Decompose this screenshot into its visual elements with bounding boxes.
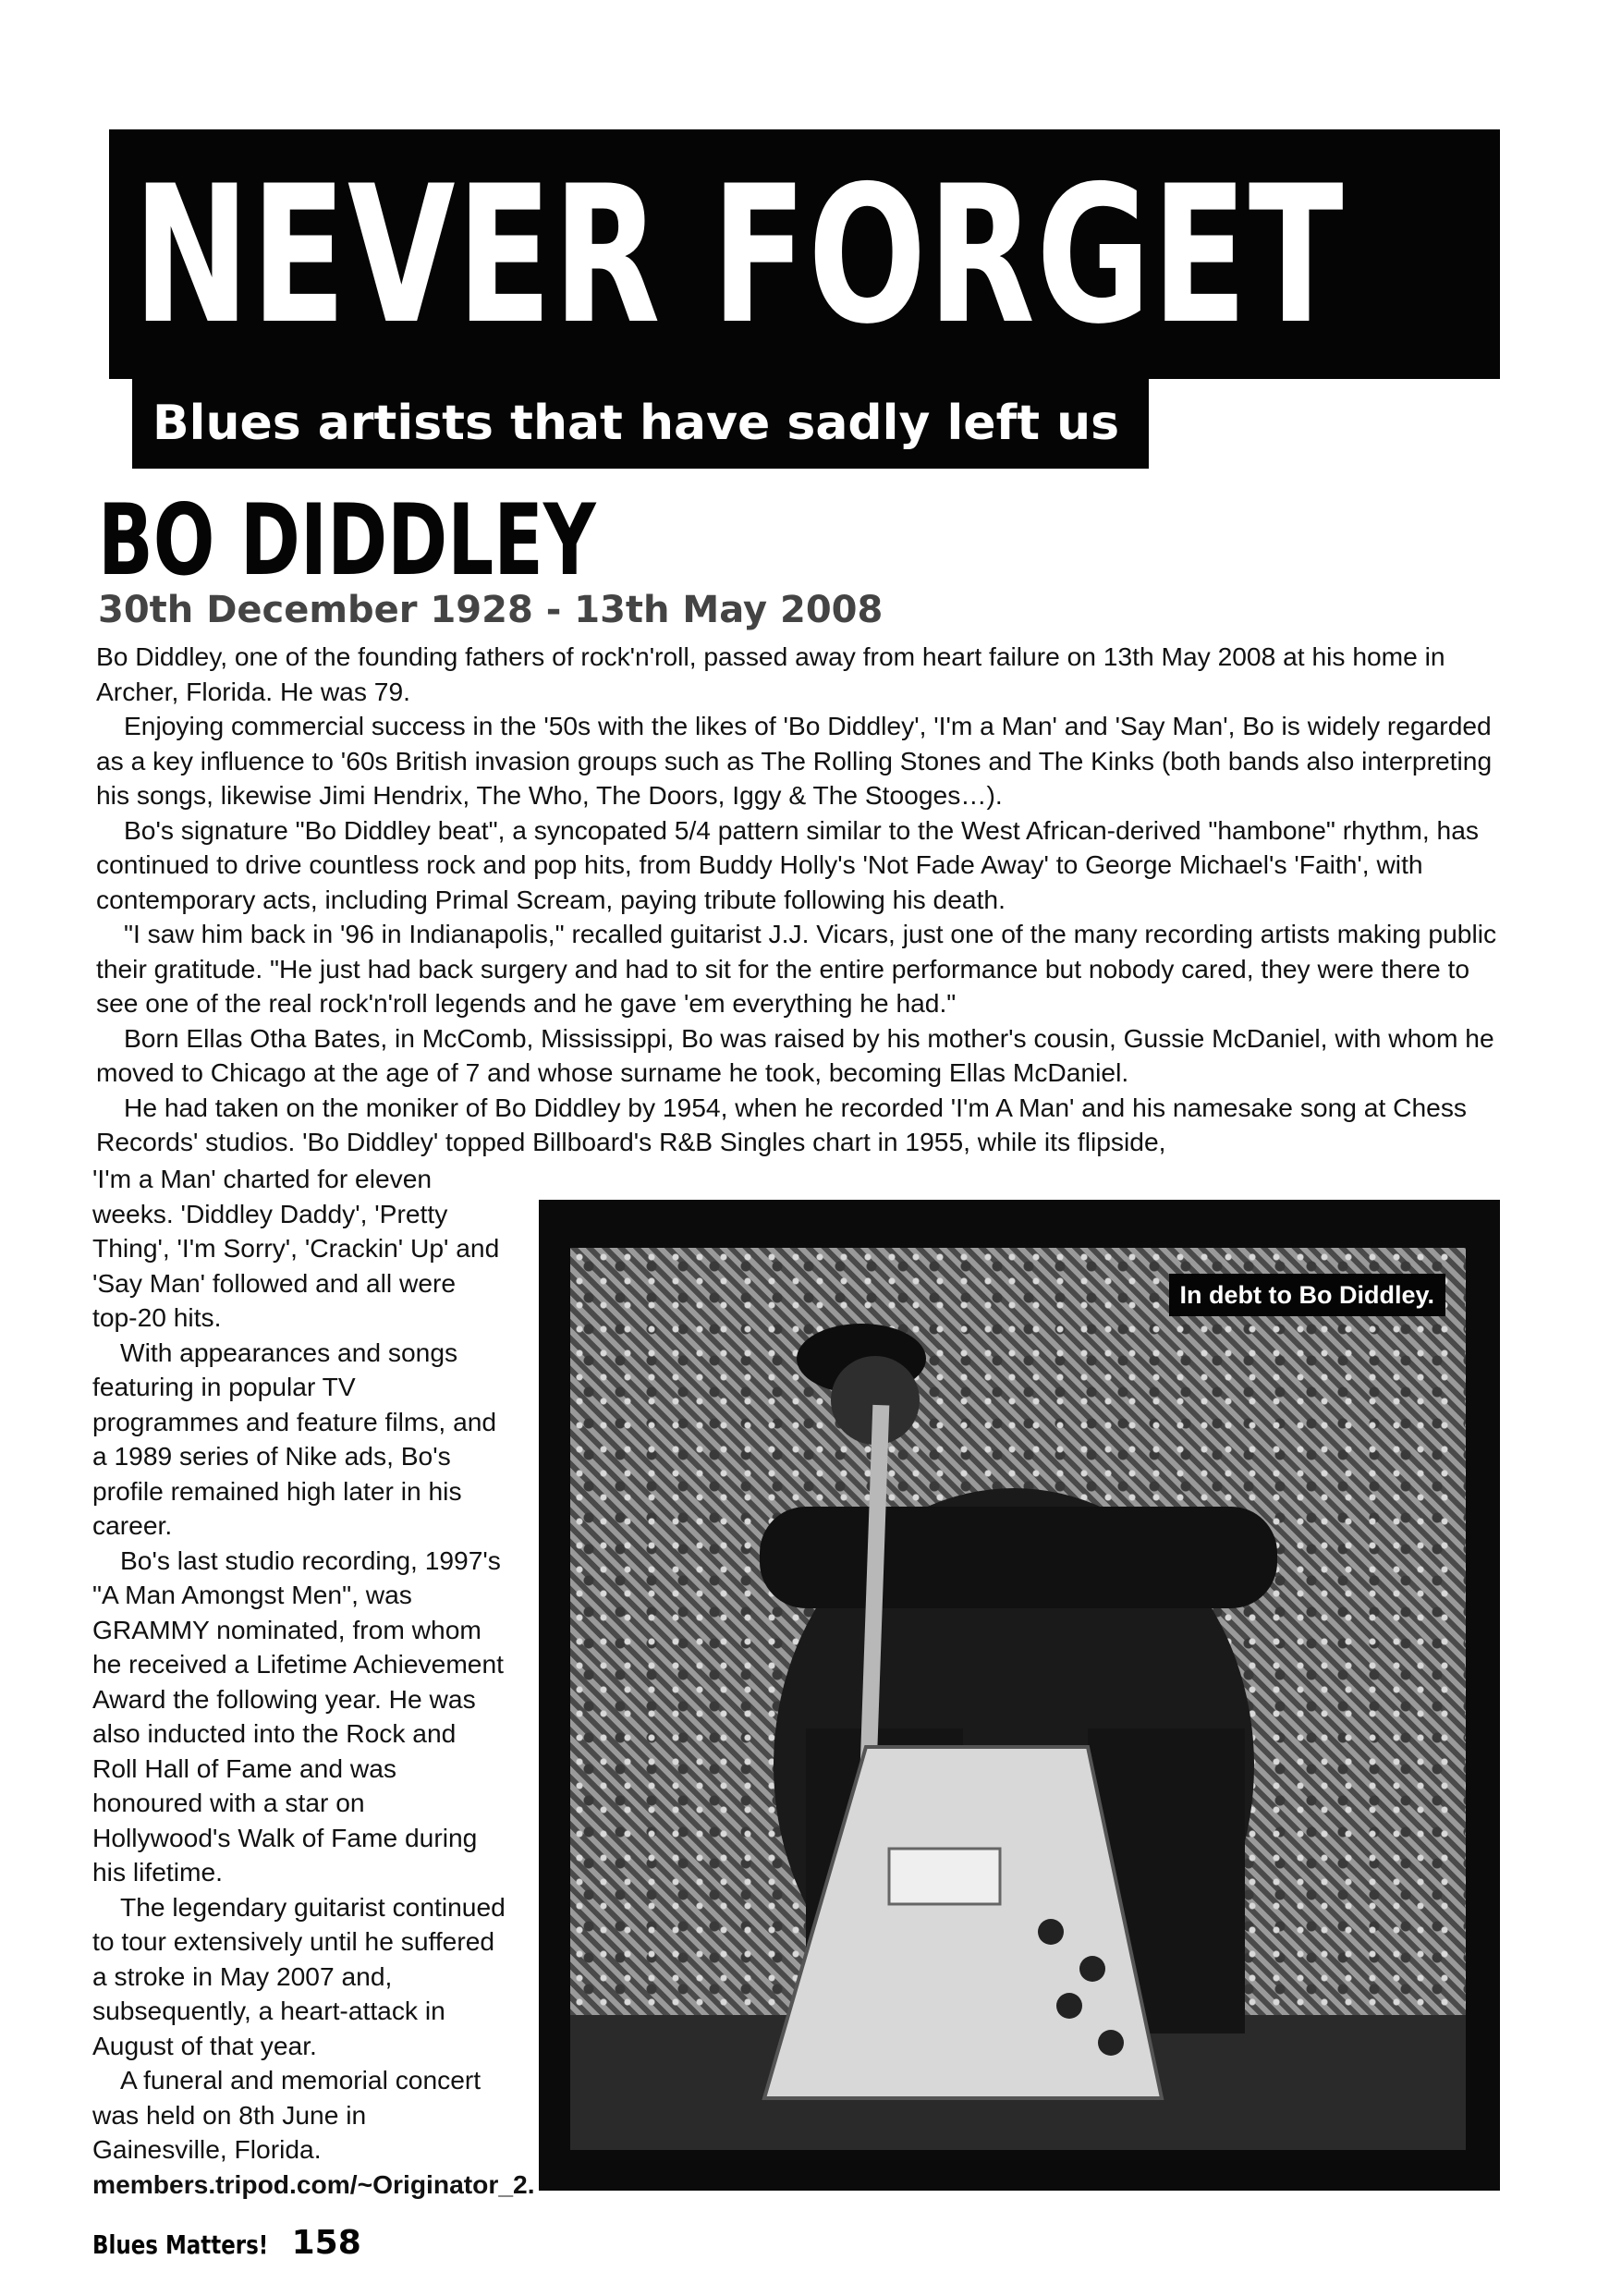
article-paragraph: Born Ellas Otha Bates, in McComb, Mississippi, Bo was raised by his mother's cousin, Gussie McDaniel, with whom he moved to Chicago at the age of 7 and whose surname he took, becoming Ellas McDaniel.	[96, 1022, 1494, 1087]
artist-name: BO DIDDLEY	[98, 483, 596, 597]
page-number: 158	[291, 2224, 361, 2262]
article-paragraph: Bo Diddley, one of the founding fathers of rock'n'roll, passed away from heart failure on 13th May 2008 at his home in Archer, Florida. He was 79.	[96, 641, 1445, 706]
artist-dates: 30th December 1928 - 13th May 2008	[98, 589, 884, 631]
article-paragraph-final	[92, 2063, 535, 2202]
page-subtitle: Blues artists that have sadly left us	[152, 396, 1120, 451]
article-paragraph: The legendary guitarist continued to tour extensively until he suffered a stroke in May 2007 and, subsequently, a heart-attack in August of that year.	[92, 1891, 506, 2060]
article-paragraph: Enjoying commercial success in the '50s with the likes of 'Bo Diddley', 'I'm a Man' and 'Say Man', Bo is widely regarded as a key influence to '60s British invasion groups such as The Rolling Stones and The Kinks (both bands also interpreting his songs, likewise Jimi Hendrix, The Who, The Doors, Iggy & The Stooges…).	[96, 711, 1493, 810]
article-paragraph: He had taken on the moniker of Bo Diddley by 1954, when he recorded 'I'm A Man' and his namesake song at Chess Records' studios. 'Bo Diddley' topped Billboard's R&B Singles chart in 1955, while its flipside,	[96, 1092, 1468, 1156]
bo-diddley-photo	[570, 1248, 1466, 2150]
article-body-wide	[96, 640, 1510, 1160]
photo-caption: In debt to Bo Diddley.	[1169, 1274, 1445, 1316]
magazine-name: Blues Matters!	[92, 2229, 269, 2260]
photo-illustration	[570, 1248, 1466, 2150]
article-body-column	[92, 1162, 535, 2202]
website-link[interactable]: members.tripod.com/~Originator_2.	[92, 2168, 535, 2199]
article-paragraph: With appearances and songs featuring in popular TV programmes and feature films, and a 1989 series of Nike ads, Bo's profile remained high later in his career.	[92, 1337, 497, 1540]
photo-frame	[539, 1200, 1500, 2191]
page-title: NEVER FORGET	[133, 146, 1346, 366]
article-paragraph: Bo's last studio recording, 1997's "A Man Amongst Men", was GRAMMY nominated, from whom he received a Lifetime Achievement Award the following year. He was also inducted into the Rock and Roll Hall of Fame and was honoured with a star on Hollywood's Walk of Fame during his lifetime.	[92, 1545, 504, 1887]
final-paragraph-text: A funeral and memorial concert was held on 8th June in Gainesville, Florida.	[92, 2065, 482, 2164]
page-footer	[92, 2220, 361, 2266]
article-paragraph: Bo's signature "Bo Diddley beat", a syncopated 5/4 pattern similar to the West African-derived "hambone" rhythm, has continued to drive countless rock and pop hits, from Buddy Holly's 'Not Fade Away' to George Michael's 'Faith', with contemporary acts, including Primal Scream, paying tribute following his death.	[96, 814, 1479, 914]
article-paragraph: "I saw him back in '96 in Indianapolis," recalled guitarist J.J. Vicars, just one of the many recording artists making public their gratitude. "He just had back surgery and had to sit for the entire performance but nobody cared, they were there to see one of the real rock'n'roll legends and he gave 'em everything he had."	[96, 919, 1497, 1018]
masthead-banner	[109, 129, 1500, 379]
article-paragraph: 'I'm a Man' charted for eleven weeks. 'Diddley Daddy', 'Pretty Thing', 'I'm Sorry', 'Crackin' Up' and 'Say Man' followed and all were top-20 hits.	[92, 1164, 500, 1332]
subtitle-banner	[132, 379, 1149, 469]
